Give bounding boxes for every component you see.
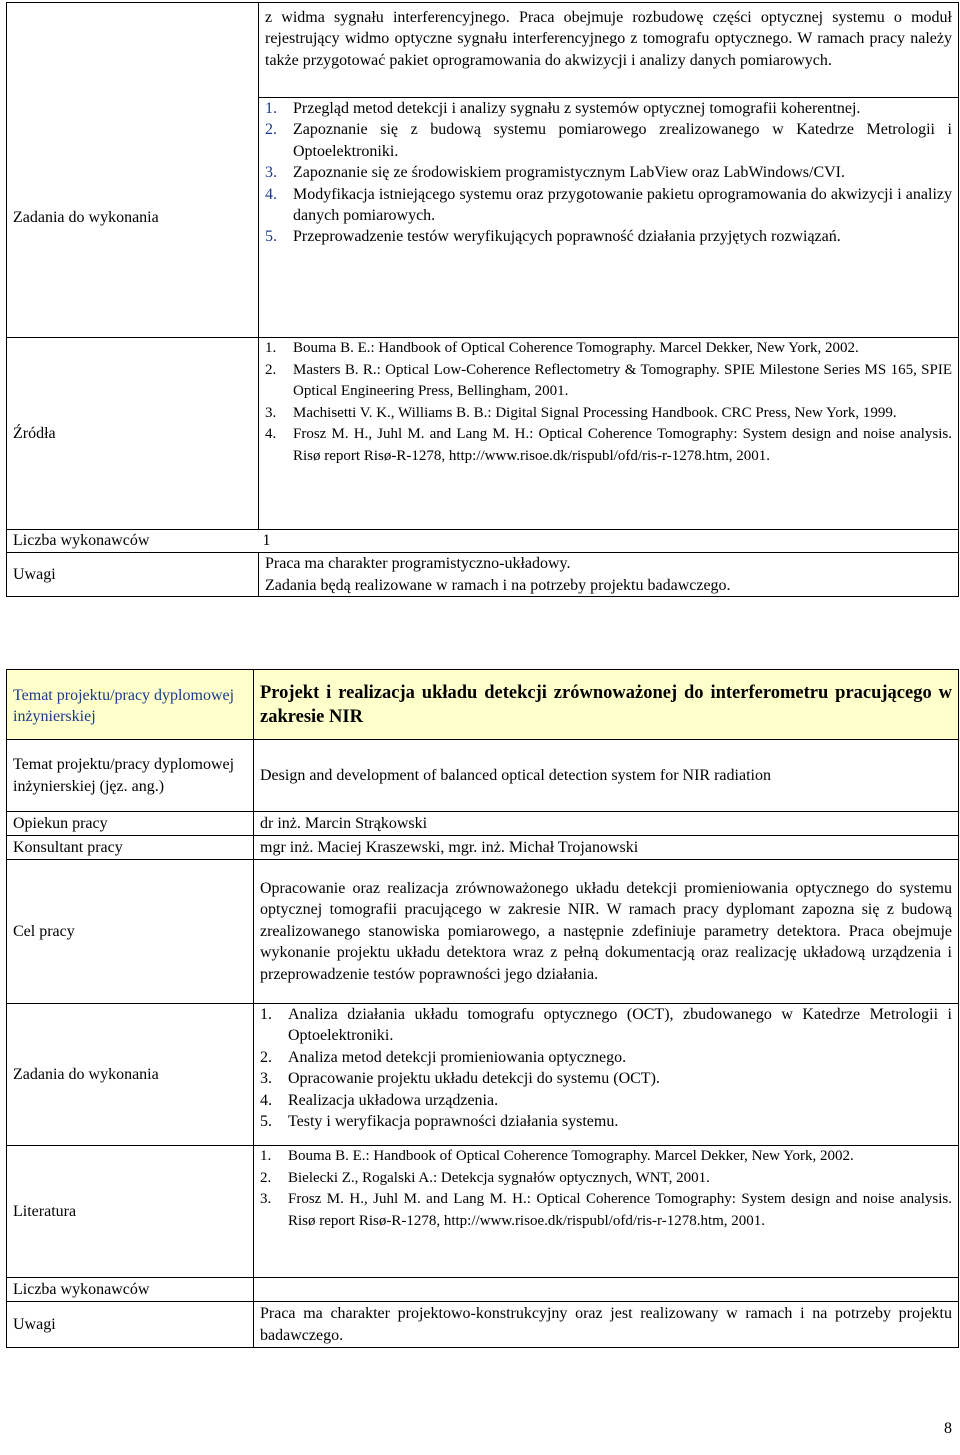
count2-value: [254, 1278, 959, 1302]
sources-row: [7, 338, 959, 530]
literature-cell: [254, 1146, 959, 1278]
supervisor-value: dr inż. Marcin Strąkowski: [254, 812, 959, 836]
consultant-label: Konsultant pracy: [7, 836, 254, 860]
tasks-cell: [259, 98, 959, 338]
notes-line-2: Zadania będą realizowane w ramach i na potrzeby projektu badawczego.: [265, 576, 731, 594]
tasks2-row: [7, 1004, 959, 1146]
intro-label-cell: [7, 3, 259, 98]
goal-label: Cel pracy: [7, 860, 254, 1004]
topic-label: Temat projektu/pracy dyplomowej inżynierskiej: [7, 670, 254, 740]
list-item: 2. Zapoznanie się z budową systemu pomiarowego zrealizowanego w Katedrze Metrologii i Optoelektroniki.: [265, 121, 952, 160]
count-row: [7, 530, 959, 553]
topic-en-value: Design and development of balanced optical detection system for NIR radiation: [254, 740, 959, 812]
intro-row: [7, 3, 959, 98]
supervisor-row: [7, 812, 959, 836]
list-item: 1. Bouma B. E.: Handbook of Optical Coherence Tomography. Marcel Dekker, New York, 2002.: [260, 1148, 854, 1164]
notes-line-1: Praca ma charakter programistyczno-układowy.: [265, 555, 571, 573]
notes2-row: [7, 1302, 959, 1348]
list-item: 1. Bouma B. E.: Handbook of Optical Coherence Tomography. Marcel Dekker, New York, 2002.: [265, 340, 859, 356]
list-item: 3. Opracowanie projektu układu detekcji do systemu (OCT).: [260, 1070, 660, 1088]
count-label: Liczba wykonawców: [7, 530, 259, 553]
notes-label: Uwagi: [7, 553, 259, 597]
topic-en-label: Temat projektu/pracy dyplomowej inżynierskiej (jęz. ang.): [7, 740, 254, 812]
tasks2-cell: [254, 1004, 959, 1146]
page-number: 8: [944, 1420, 952, 1437]
list-item: 4. Realizacja układowa urządzenia.: [260, 1091, 499, 1109]
literature-label: Literatura: [7, 1146, 254, 1278]
tasks2-list: [260, 1004, 952, 1132]
list-item: 2. Bielecki Z., Rogalski A.: Detekcja sygnałów optycznych, WNT, 2001.: [260, 1169, 710, 1186]
count2-row: [7, 1278, 959, 1302]
literature-row: [7, 1146, 959, 1278]
tasks-list: [265, 98, 952, 248]
topic-row: [7, 670, 959, 740]
list-item: 2. Analiza metod detekcji promieniowania optycznego.: [260, 1048, 627, 1066]
supervisor-label: Opiekun pracy: [7, 812, 254, 836]
list-item: 3. Frosz M. H., Juhl M. and Lang M. H.: Optical Coherence Tomography: System design and noise analysis. Risø report Risø-R-1278, http://www.risoe.dk/rispubl/ofd/ris-r-1278.htm, 2001.: [260, 1191, 952, 1229]
count-value: 1: [259, 530, 959, 553]
topic-en-row: [7, 740, 959, 812]
goal-value: Opracowanie oraz realizacja zrównoważonego układu detekcji promieniowania optycznego do systemu optycznej tomografii pracującego w zakresie NIR. W ramach pracy dyplomant zapozna się z budową zrealizowanego stanowiska pomiarowego, a następnie zdefiniuje parametry detektora. Praca obejmuje wykonanie projektu układu detektora wraz z pełną dokumentacją oraz realizację układową urządzenia i przeprowadzenie testów poprawności jego działania.: [254, 860, 959, 1004]
consultant-value: mgr inż. Maciej Kraszewski, mgr. inż. Michał Trojanowski: [254, 836, 959, 860]
notes2-value: Praca ma charakter projektowo-konstrukcyjny oraz jest realizowany w ramach i na potrzeby projektu badawczego.: [254, 1302, 959, 1348]
tasks2-label: Zadania do wykonania: [7, 1004, 254, 1146]
thesis-table-2: [6, 669, 959, 1348]
notes-row: [7, 553, 959, 597]
goal-row: [7, 860, 959, 1004]
list-item: 4. Modyfikacja istniejącego systemu oraz przygotowanie pakietu oprogramowania do akwizycji i analizy danych pomiarowych.: [265, 185, 952, 225]
list-item: 1. Przegląd metod detekcji i analizy sygnału z systemów optycznej tomografii koherentnej.: [265, 100, 861, 117]
sources-label: Źródła: [7, 338, 259, 530]
list-item: 4. Frosz M. H., Juhl M. and Lang M. H.: Optical Coherence Tomography: System design and noise analysis. Risø report Risø-R-1278, http://www.risoe.dk/rispubl/ofd/ris-r-1278.htm, 2001.: [265, 426, 952, 464]
sources-list: [265, 338, 952, 467]
list-item: 3. Machisetti V. K., Williams B. B.: Digital Signal Processing Handbook. CRC Press, New York, 1999.: [265, 404, 897, 421]
list-item: 5. Przeprowadzenie testów weryfikujących poprawność działania przyjętych rozwiązań.: [265, 228, 841, 246]
intro-text: z widma sygnału interferencyjnego. Praca obejmuje rozbudowę części optycznej systemu o moduł rejestrujący widmo optyczne sygnału interferencyjnego z tomografu optycznego. W ramach pracy należy także przygotować pakiet oprogramowania do akwizycji i analizy danych pomiarowych.: [259, 3, 959, 98]
literature-list: [260, 1146, 952, 1232]
list-item: 1. Analiza działania układu tomografu optycznego (OCT), zbudowanego w Katedrze Metrologii i Optoelektroniki.: [260, 1006, 952, 1045]
topic-value: Projekt i realizacja układu detekcji zrównoważonej do interferometru pracującego w zakresie NIR: [254, 670, 959, 740]
thesis-table-1: [6, 2, 959, 597]
tasks-label: Zadania do wykonania: [7, 98, 259, 338]
notes2-label: Uwagi: [7, 1302, 254, 1348]
tasks-row: [7, 98, 959, 338]
list-item: 2. Masters B. R.: Optical Low-Coherence Reflectometry & Tomography. SPIE Milestone Series MS 165, SPIE Optical Engineering Press, Bellingham, 2001.: [265, 361, 952, 399]
count2-label: Liczba wykonawców: [7, 1278, 254, 1302]
consultant-row: [7, 836, 959, 860]
sources-cell: [259, 338, 959, 530]
list-item: 3. Zapoznanie się ze środowiskiem programistycznym LabView oraz LabWindows/CVI.: [265, 164, 846, 182]
notes-cell: [259, 553, 959, 597]
list-item: 5. Testy i weryfikacja poprawności działania systemu.: [260, 1113, 619, 1131]
